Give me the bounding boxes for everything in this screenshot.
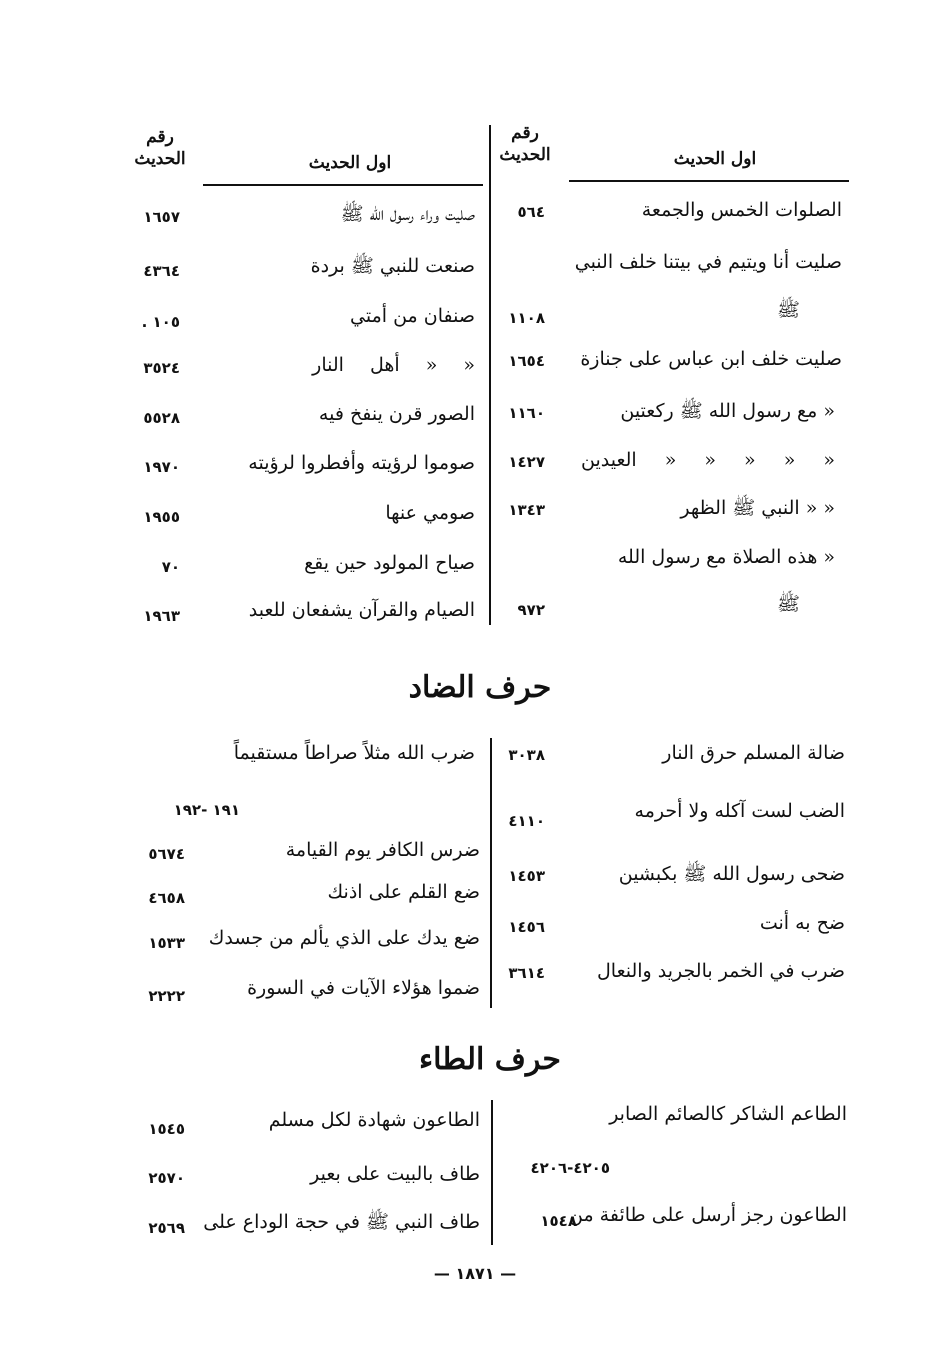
entry-text: ضالة المسلم حرق النار <box>662 742 845 764</box>
entry-text: الصور قرن ينفخ فيه <box>318 403 475 425</box>
entry-number: ٣٥٢٤ <box>143 359 180 377</box>
entry-number: ٤٣٦٤ <box>143 262 180 280</box>
entry-text: « « « « « العيدين <box>580 449 835 471</box>
entry-number: ٤٢٠٥-٤٢٠٦ <box>530 1159 610 1177</box>
entry-number: ١٤٢٧ <box>508 453 545 471</box>
header-first-right: اول الحديث <box>673 149 757 169</box>
header-first-left: اول الحديث <box>308 153 392 173</box>
entry-text: صليت خلف ابن عباس على جنازة <box>580 348 842 370</box>
entry-number: ١٩٥٥ <box>143 508 180 526</box>
entry-text: طاف بالبيت على بعير <box>310 1163 480 1185</box>
entry-text: طاف النبي ﷺ في حجة الوداع على <box>203 1211 480 1233</box>
entry-number: ١٦٥٤ <box>508 352 545 370</box>
entry-text: صومي عنها <box>385 502 475 524</box>
entry-number: ٢٥٧٠ <box>148 1169 185 1187</box>
entry-text: ضموا هؤلاء الآيات في السورة <box>247 977 480 999</box>
entry-number: ١٣٤٣ <box>508 501 545 519</box>
entry-text: صنفان من أمتي <box>350 305 475 327</box>
entry-number: ٤٦٥٨ <box>148 889 185 907</box>
entry-text: الطاعم الشاكر كالصائم الصابر <box>609 1103 847 1125</box>
entry-number: ٤١١٠ <box>508 812 545 830</box>
entry-text: الطاعون شهادة لكل مسلم <box>268 1109 480 1131</box>
header-rule-right <box>569 180 849 182</box>
entry-text: « هذه الصلاة مع رسول الله <box>617 546 835 568</box>
entry-text: « مع رسول الله ﷺ ركعتين <box>620 400 835 422</box>
entry-number: ٩٧٢ <box>517 601 545 619</box>
header-rule-left <box>203 184 483 186</box>
entry-number: ١٩١ -١٩٢ <box>173 801 240 819</box>
entry-text: ضح به أنت <box>759 912 845 934</box>
entry-number: ١١٦٠ <box>508 404 545 422</box>
page-number: — ١٨٧١ — <box>433 1264 517 1283</box>
entry-text: « « النبي ﷺ الظهر <box>680 497 835 519</box>
entry-text: ﷺ <box>777 299 800 321</box>
entry-number: ٢٥٦٩ <box>148 1219 185 1237</box>
entry-text: الصلوات الخمس والجمعة <box>641 199 842 221</box>
entry-number: ٥٦٧٤ <box>148 845 185 863</box>
entry-number: ١١٠٨ <box>508 309 545 327</box>
entry-text: ضع يدك على الذي يألم من جسدك <box>208 927 480 949</box>
entry-number: ١٩٧٠ <box>143 458 180 476</box>
entry-number: ١٤٥٦ <box>508 918 545 936</box>
header-number-right: رقم الحديث <box>499 123 551 165</box>
entry-text: صياح المولود حين يقع <box>304 552 475 574</box>
column-divider-1 <box>489 125 491 625</box>
column-divider-2 <box>490 738 492 1008</box>
entry-text: ﷺ <box>777 593 800 615</box>
entry-text: ضرس الكافر يوم القيامة <box>285 839 480 861</box>
entry-number: ٥٥٢٨ <box>143 409 180 427</box>
entry-number: ١٩٦٣ <box>143 607 180 625</box>
section-title: حرف الطاء <box>419 1042 561 1077</box>
entry-text: ضرب الله مثلاً صراطاً مستقيماً <box>233 742 475 764</box>
entry-text: الطاعون رجز أرسل على طائفة من <box>568 1204 847 1226</box>
entry-number: ٢٢٢٢ <box>148 987 185 1005</box>
entry-number: ١٥٣٣ <box>148 934 185 952</box>
entry-number: ٣٦١٤ <box>508 964 545 982</box>
section-title: حرف الضاد <box>408 670 552 705</box>
entry-number: ٥٦٤ <box>517 203 545 221</box>
entry-text: صنعت للنبي ﷺ بردة <box>310 255 475 277</box>
entry-number: ١٥٤٥ <box>148 1120 185 1138</box>
entry-number: ١٥٤٨ <box>540 1212 577 1230</box>
entry-text: ضع القلم على اذنك <box>327 881 480 903</box>
entry-text: « « أهل النار <box>312 354 475 376</box>
entry-text: صوموا لرؤيته وأفطروا لرؤيته <box>248 452 475 474</box>
entry-text: ضحى رسول الله ﷺ بكبشين <box>618 863 845 885</box>
column-divider-3 <box>491 1100 493 1245</box>
entry-text: ضرب في الخمر بالجريد والنعال <box>597 960 845 982</box>
entry-number: ٣٠٣٨ <box>508 746 545 764</box>
entry-number: ٧٠ <box>161 558 180 576</box>
entry-number: ١٦٥٧ <box>143 208 180 226</box>
header-number-left: رقم الحديث <box>134 127 186 169</box>
entry-text: الصيام والقرآن يشفعان للعبد <box>248 599 475 621</box>
entry-text: الضب لست آكله ولا أحرمه <box>634 800 845 822</box>
entry-number: ١٤٥٣ <box>508 867 545 885</box>
entry-text: صليت وراء رسول الله ﷺ <box>340 203 475 225</box>
entry-number: ١٠٥ . <box>141 313 180 331</box>
entry-text: صليت أنا ويتيم في بيتنا خلف النبي <box>574 251 842 273</box>
